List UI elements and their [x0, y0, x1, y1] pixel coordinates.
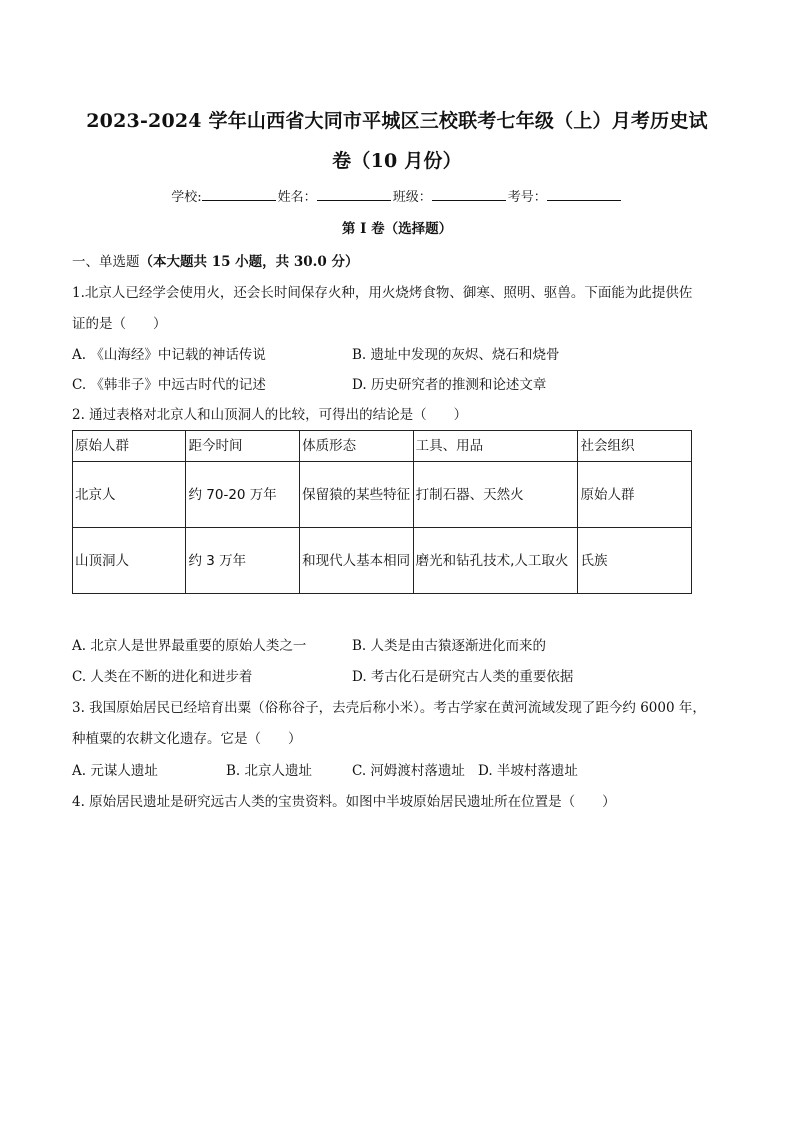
q3-stem-line-2: 种植粟的农耕文化遗存。它是（ ） [72, 731, 302, 747]
q3-option-a[interactable]: A. 元谋人遗址 [72, 763, 158, 779]
table-header-row [73, 431, 692, 462]
q1-option-d[interactable]: D. 历史研究者的推测和论述文章 [352, 377, 547, 393]
q1-option-c[interactable]: C. 《韩非子》中远古时代的记述 [72, 377, 266, 393]
table-cell: 磨光和钻孔技术,人工取火 [413, 528, 578, 594]
q2-option-c[interactable]: C. 人类在不断的进化和进步着 [72, 669, 253, 685]
table-cell: 北京人 [73, 462, 186, 528]
table-row [73, 528, 692, 594]
q3-option-c[interactable]: C. 河姆渡村落遗址 [352, 763, 465, 779]
table-cell: 和现代人基本相同 [300, 528, 413, 594]
table-cell: 氏族 [578, 528, 692, 594]
q3-option-d[interactable]: D. 半坡村落遗址 [478, 763, 578, 779]
number-blank[interactable] [547, 188, 621, 201]
name-label: 姓名： [277, 190, 317, 205]
table-header-cell: 工具、用品 [413, 431, 578, 462]
table-row [73, 462, 692, 528]
table-cell: 原始人群 [578, 462, 692, 528]
q1-stem-line-1: 1.北京人已经学会使用火，还会长时间保存火种，用火烧烤食物、御寒、照明、驱兽。下面能为此提供佐 [72, 285, 693, 301]
q2-option-a[interactable]: A. 北京人是世界最重要的原始人类之一 [72, 638, 307, 654]
table-cell: 山顶洞人 [73, 528, 186, 594]
student-info-row [0, 186, 794, 205]
name-blank[interactable] [317, 188, 391, 201]
q2-option-b[interactable]: B. 人类是由古猿逐渐进化而来的 [352, 638, 547, 654]
exam-title-line-1: 2023-2024 学年山西省大同市平城区三校联考七年级（上）月考历史试 [86, 110, 708, 132]
part-heading [72, 250, 358, 270]
table-header-cell: 社会组织 [578, 431, 692, 462]
class-label: 班级： [392, 190, 432, 205]
part-heading-detail: （本大题共 15 小题，共 30.0 分） [139, 254, 359, 270]
q3-stem-line-1: 3. 我国原始居民已经培育出粟（俗称谷子，去壳后称小米）。考古学家在黄河流域发现了距今约 6000 年， [72, 700, 706, 716]
number-label: 考号： [507, 190, 547, 205]
q1-option-b[interactable]: B. 遗址中发现的灰烬、烧石和烧骨 [352, 347, 560, 363]
table-cell: 保留猿的某些特征 [300, 462, 413, 528]
q4-stem-line-1: 4. 原始居民遗址是研究远古人类的宝贵资料。如图中半坡原始居民遗址所在位置是（ ） [72, 794, 616, 810]
comparison-table [72, 430, 692, 594]
q1-stem-line-2: 证的是（ ） [72, 316, 167, 332]
table-cell: 约 3 万年 [186, 528, 300, 594]
table-header-cell: 距今时间 [186, 431, 300, 462]
exam-title-line-2: 卷（10 月份） [332, 150, 462, 172]
school-blank[interactable] [202, 188, 276, 201]
table-header-cell: 原始人群 [73, 431, 186, 462]
q3-option-b[interactable]: B. 北京人遗址 [226, 763, 313, 779]
section-title: 第 I 卷（选择题） [341, 221, 453, 237]
q1-option-a[interactable]: A. 《山海经》中记载的神话传说 [72, 347, 266, 363]
table-cell: 约 70-20 万年 [186, 462, 300, 528]
q2-option-d[interactable]: D. 考古化石是研究古人类的重要依据 [352, 669, 574, 685]
school-label: 学校: [171, 190, 202, 205]
part-heading-prefix: 一、单选题 [72, 254, 140, 270]
table-cell: 打制石器、天然火 [413, 462, 578, 528]
q2-stem-line-1: 2. 通过表格对北京人和山顶洞人的比较，可得出的结论是（ ） [72, 407, 468, 423]
table-header-cell: 体质形态 [300, 431, 413, 462]
class-blank[interactable] [432, 188, 506, 201]
